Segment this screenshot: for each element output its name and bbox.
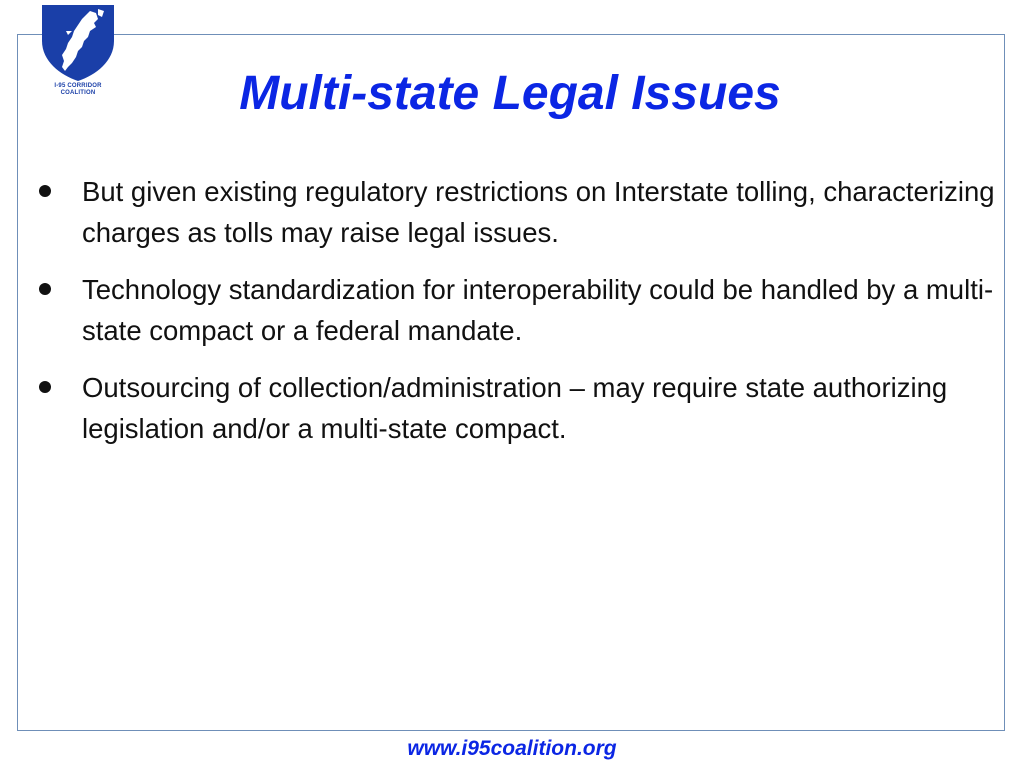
bullet-dot-icon bbox=[39, 185, 51, 197]
footer-website-link[interactable]: www.i95coalition.org bbox=[407, 737, 617, 760]
logo-text-line-1: I-95 CORRIDOR bbox=[54, 83, 102, 89]
bullet-list bbox=[38, 171, 998, 465]
bullet-item bbox=[38, 367, 998, 449]
bullet-item bbox=[38, 269, 998, 351]
coalition-logo bbox=[38, 1, 118, 97]
slide-title: Multi-state Legal Issues bbox=[239, 67, 781, 120]
bullet-dot-icon bbox=[39, 283, 51, 295]
bullet-text: Technology standardization for interoperability could be handled by a multi-state compact or a federal mandate. bbox=[82, 274, 994, 346]
bullet-dot-icon bbox=[39, 381, 51, 393]
logo-text-line-2: COALITION bbox=[60, 90, 96, 96]
bullet-text: Outsourcing of collection/administration – may require state authorizing legislation and/or a multi-state compact. bbox=[82, 372, 948, 444]
bullet-item bbox=[38, 171, 998, 253]
bullet-text: But given existing regulatory restrictions on Interstate tolling, characterizing charges as tolls may raise legal issues. bbox=[82, 176, 995, 248]
shield-map-icon bbox=[38, 1, 118, 83]
